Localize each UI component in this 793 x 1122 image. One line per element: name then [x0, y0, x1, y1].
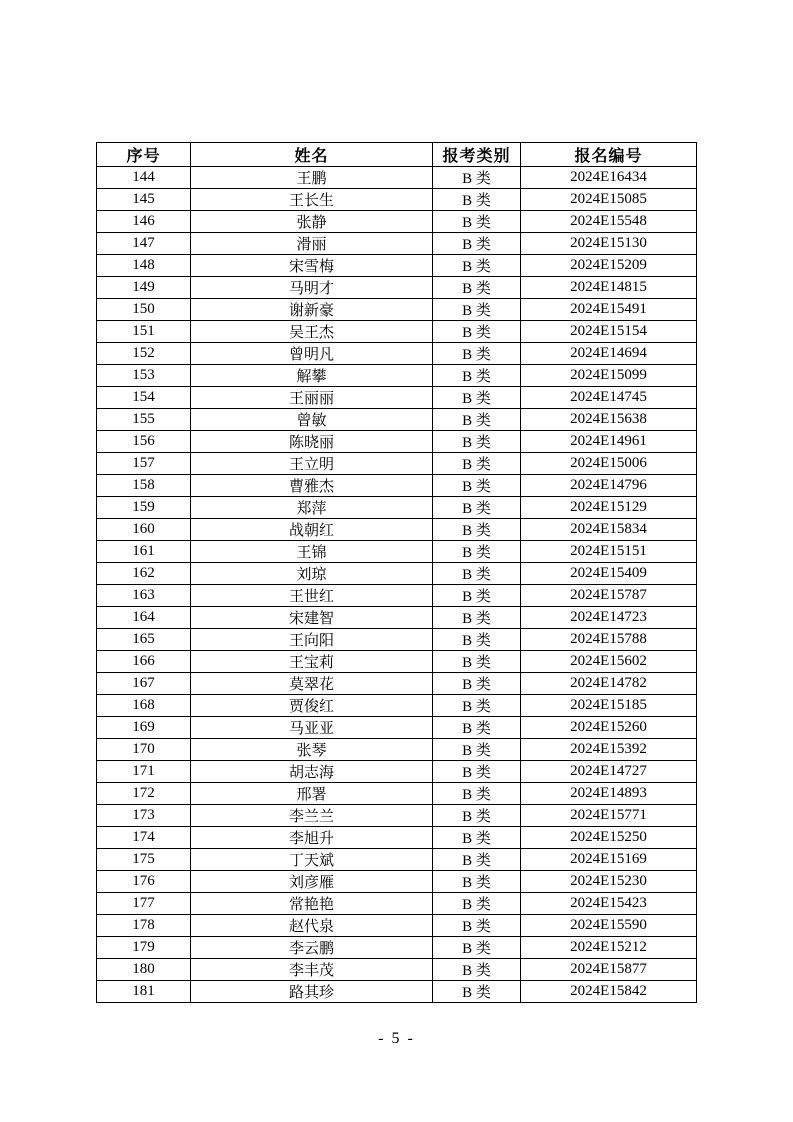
cell-serial-number: 152 [97, 343, 191, 365]
cell-exam-category: B 类 [433, 915, 521, 937]
cell-registration-number: 2024E15212 [521, 937, 697, 959]
cell-name: 李旭升 [191, 827, 433, 849]
cell-serial-number: 175 [97, 849, 191, 871]
table-row [97, 431, 697, 453]
cell-registration-number: 2024E15154 [521, 321, 697, 343]
cell-name: 王锦 [191, 541, 433, 563]
cell-name: 曾敏 [191, 409, 433, 431]
cell-exam-category: B 类 [433, 189, 521, 211]
cell-registration-number: 2024E15423 [521, 893, 697, 915]
cell-serial-number: 164 [97, 607, 191, 629]
cell-exam-category: B 类 [433, 255, 521, 277]
cell-serial-number: 167 [97, 673, 191, 695]
cell-registration-number: 2024E16434 [521, 167, 697, 189]
table-row [97, 189, 697, 211]
header-name: 姓名 [191, 143, 433, 167]
cell-registration-number: 2024E14815 [521, 277, 697, 299]
cell-name: 马明才 [191, 277, 433, 299]
cell-registration-number: 2024E15771 [521, 805, 697, 827]
table-row [97, 541, 697, 563]
table-row [97, 805, 697, 827]
table-row [97, 585, 697, 607]
cell-name: 刘琼 [191, 563, 433, 585]
cell-registration-number: 2024E15130 [521, 233, 697, 255]
cell-exam-category: B 类 [433, 761, 521, 783]
cell-serial-number: 168 [97, 695, 191, 717]
cell-exam-category: B 类 [433, 717, 521, 739]
cell-registration-number: 2024E15638 [521, 409, 697, 431]
header-exam-category: 报考类别 [433, 143, 521, 167]
cell-exam-category: B 类 [433, 827, 521, 849]
cell-serial-number: 146 [97, 211, 191, 233]
cell-registration-number: 2024E15491 [521, 299, 697, 321]
cell-serial-number: 173 [97, 805, 191, 827]
cell-exam-category: B 类 [433, 893, 521, 915]
cell-name: 王向阳 [191, 629, 433, 651]
table-body [97, 167, 697, 1003]
cell-serial-number: 153 [97, 365, 191, 387]
cell-registration-number: 2024E14961 [521, 431, 697, 453]
cell-exam-category: B 类 [433, 387, 521, 409]
table-row [97, 981, 697, 1003]
table-row [97, 167, 697, 189]
cell-name: 宋建智 [191, 607, 433, 629]
cell-exam-category: B 类 [433, 695, 521, 717]
cell-registration-number: 2024E14782 [521, 673, 697, 695]
cell-registration-number: 2024E15250 [521, 827, 697, 849]
cell-serial-number: 165 [97, 629, 191, 651]
cell-serial-number: 151 [97, 321, 191, 343]
cell-registration-number: 2024E14723 [521, 607, 697, 629]
cell-registration-number: 2024E15085 [521, 189, 697, 211]
table-row [97, 937, 697, 959]
table-row [97, 893, 697, 915]
cell-exam-category: B 类 [433, 343, 521, 365]
cell-exam-category: B 类 [433, 981, 521, 1003]
cell-exam-category: B 类 [433, 431, 521, 453]
cell-registration-number: 2024E15590 [521, 915, 697, 937]
table-row [97, 717, 697, 739]
cell-name: 邢署 [191, 783, 433, 805]
cell-serial-number: 181 [97, 981, 191, 1003]
cell-serial-number: 169 [97, 717, 191, 739]
cell-exam-category: B 类 [433, 233, 521, 255]
cell-name: 刘彦雁 [191, 871, 433, 893]
cell-registration-number: 2024E15834 [521, 519, 697, 541]
table-row [97, 651, 697, 673]
cell-exam-category: B 类 [433, 409, 521, 431]
cell-registration-number: 2024E15151 [521, 541, 697, 563]
table-row [97, 453, 697, 475]
cell-serial-number: 163 [97, 585, 191, 607]
cell-name: 吴王杰 [191, 321, 433, 343]
cell-name: 张静 [191, 211, 433, 233]
cell-name: 曹雅杰 [191, 475, 433, 497]
cell-serial-number: 159 [97, 497, 191, 519]
cell-name: 胡志海 [191, 761, 433, 783]
table-row [97, 761, 697, 783]
cell-serial-number: 179 [97, 937, 191, 959]
table-row [97, 387, 697, 409]
cell-exam-category: B 类 [433, 519, 521, 541]
cell-registration-number: 2024E15409 [521, 563, 697, 585]
cell-serial-number: 154 [97, 387, 191, 409]
cell-exam-category: B 类 [433, 673, 521, 695]
table-row [97, 673, 697, 695]
cell-name: 陈晓丽 [191, 431, 433, 453]
cell-name: 战朝红 [191, 519, 433, 541]
cell-serial-number: 176 [97, 871, 191, 893]
cell-exam-category: B 类 [433, 849, 521, 871]
cell-exam-category: B 类 [433, 607, 521, 629]
applicant-roster-table [96, 142, 697, 1003]
cell-name: 李云鹏 [191, 937, 433, 959]
table-row [97, 409, 697, 431]
cell-exam-category: B 类 [433, 959, 521, 981]
cell-exam-category: B 类 [433, 937, 521, 959]
cell-exam-category: B 类 [433, 365, 521, 387]
cell-serial-number: 177 [97, 893, 191, 915]
cell-exam-category: B 类 [433, 167, 521, 189]
cell-name: 郑萍 [191, 497, 433, 519]
table-row [97, 607, 697, 629]
cell-registration-number: 2024E15788 [521, 629, 697, 651]
cell-serial-number: 174 [97, 827, 191, 849]
cell-name: 王立明 [191, 453, 433, 475]
cell-exam-category: B 类 [433, 277, 521, 299]
table-row [97, 233, 697, 255]
cell-serial-number: 172 [97, 783, 191, 805]
cell-name: 张琴 [191, 739, 433, 761]
cell-registration-number: 2024E15842 [521, 981, 697, 1003]
cell-serial-number: 158 [97, 475, 191, 497]
table-row [97, 277, 697, 299]
cell-registration-number: 2024E14745 [521, 387, 697, 409]
cell-serial-number: 149 [97, 277, 191, 299]
table-row [97, 365, 697, 387]
cell-registration-number: 2024E15006 [521, 453, 697, 475]
table-row [97, 255, 697, 277]
cell-registration-number: 2024E15169 [521, 849, 697, 871]
cell-serial-number: 150 [97, 299, 191, 321]
table-row [97, 343, 697, 365]
cell-registration-number: 2024E15230 [521, 871, 697, 893]
cell-serial-number: 161 [97, 541, 191, 563]
cell-name: 曾明凡 [191, 343, 433, 365]
cell-registration-number: 2024E14893 [521, 783, 697, 805]
cell-serial-number: 170 [97, 739, 191, 761]
cell-name: 马亚亚 [191, 717, 433, 739]
page-number: - 5 - [378, 1030, 415, 1047]
cell-serial-number: 145 [97, 189, 191, 211]
cell-name: 王丽丽 [191, 387, 433, 409]
cell-registration-number: 2024E15877 [521, 959, 697, 981]
table-row [97, 321, 697, 343]
cell-exam-category: B 类 [433, 321, 521, 343]
cell-name: 王鹏 [191, 167, 433, 189]
header-serial-number: 序号 [97, 143, 191, 167]
cell-name: 常艳艳 [191, 893, 433, 915]
table-row [97, 695, 697, 717]
table-row [97, 871, 697, 893]
cell-serial-number: 166 [97, 651, 191, 673]
cell-serial-number: 148 [97, 255, 191, 277]
cell-exam-category: B 类 [433, 585, 521, 607]
cell-exam-category: B 类 [433, 497, 521, 519]
cell-registration-number: 2024E15129 [521, 497, 697, 519]
cell-name: 滑丽 [191, 233, 433, 255]
cell-exam-category: B 类 [433, 871, 521, 893]
cell-name: 李丰茂 [191, 959, 433, 981]
cell-name: 赵代泉 [191, 915, 433, 937]
table-row [97, 915, 697, 937]
cell-registration-number: 2024E15392 [521, 739, 697, 761]
cell-registration-number: 2024E15099 [521, 365, 697, 387]
cell-exam-category: B 类 [433, 805, 521, 827]
cell-serial-number: 157 [97, 453, 191, 475]
cell-name: 王宝莉 [191, 651, 433, 673]
cell-serial-number: 171 [97, 761, 191, 783]
cell-serial-number: 155 [97, 409, 191, 431]
table-header [97, 143, 697, 167]
cell-exam-category: B 类 [433, 453, 521, 475]
cell-registration-number: 2024E14694 [521, 343, 697, 365]
cell-name: 莫翠花 [191, 673, 433, 695]
cell-name: 谢新豪 [191, 299, 433, 321]
cell-exam-category: B 类 [433, 211, 521, 233]
cell-registration-number: 2024E15548 [521, 211, 697, 233]
cell-name: 路其珍 [191, 981, 433, 1003]
cell-serial-number: 180 [97, 959, 191, 981]
cell-exam-category: B 类 [433, 299, 521, 321]
cell-name: 贾俊红 [191, 695, 433, 717]
table-row [97, 211, 697, 233]
cell-exam-category: B 类 [433, 783, 521, 805]
cell-serial-number: 147 [97, 233, 191, 255]
cell-exam-category: B 类 [433, 563, 521, 585]
table-row [97, 519, 697, 541]
cell-registration-number: 2024E15209 [521, 255, 697, 277]
table-row [97, 959, 697, 981]
cell-serial-number: 178 [97, 915, 191, 937]
cell-serial-number: 144 [97, 167, 191, 189]
cell-exam-category: B 类 [433, 475, 521, 497]
header-registration-number: 报名编号 [521, 143, 697, 167]
cell-registration-number: 2024E15185 [521, 695, 697, 717]
table-row [97, 739, 697, 761]
table-header-row [97, 143, 697, 167]
cell-registration-number: 2024E14796 [521, 475, 697, 497]
cell-name: 丁天斌 [191, 849, 433, 871]
cell-exam-category: B 类 [433, 651, 521, 673]
cell-registration-number: 2024E15787 [521, 585, 697, 607]
table-row [97, 299, 697, 321]
cell-name: 李兰兰 [191, 805, 433, 827]
cell-serial-number: 156 [97, 431, 191, 453]
table-row [97, 629, 697, 651]
table-row [97, 497, 697, 519]
cell-exam-category: B 类 [433, 629, 521, 651]
cell-name: 解攀 [191, 365, 433, 387]
cell-name: 王世红 [191, 585, 433, 607]
cell-registration-number: 2024E15260 [521, 717, 697, 739]
cell-serial-number: 162 [97, 563, 191, 585]
cell-name: 王长生 [191, 189, 433, 211]
cell-registration-number: 2024E14727 [521, 761, 697, 783]
table-row [97, 827, 697, 849]
cell-exam-category: B 类 [433, 541, 521, 563]
table-row [97, 563, 697, 585]
table-row [97, 475, 697, 497]
cell-exam-category: B 类 [433, 739, 521, 761]
cell-registration-number: 2024E15602 [521, 651, 697, 673]
cell-serial-number: 160 [97, 519, 191, 541]
table-row [97, 783, 697, 805]
cell-name: 宋雪梅 [191, 255, 433, 277]
table-row [97, 849, 697, 871]
